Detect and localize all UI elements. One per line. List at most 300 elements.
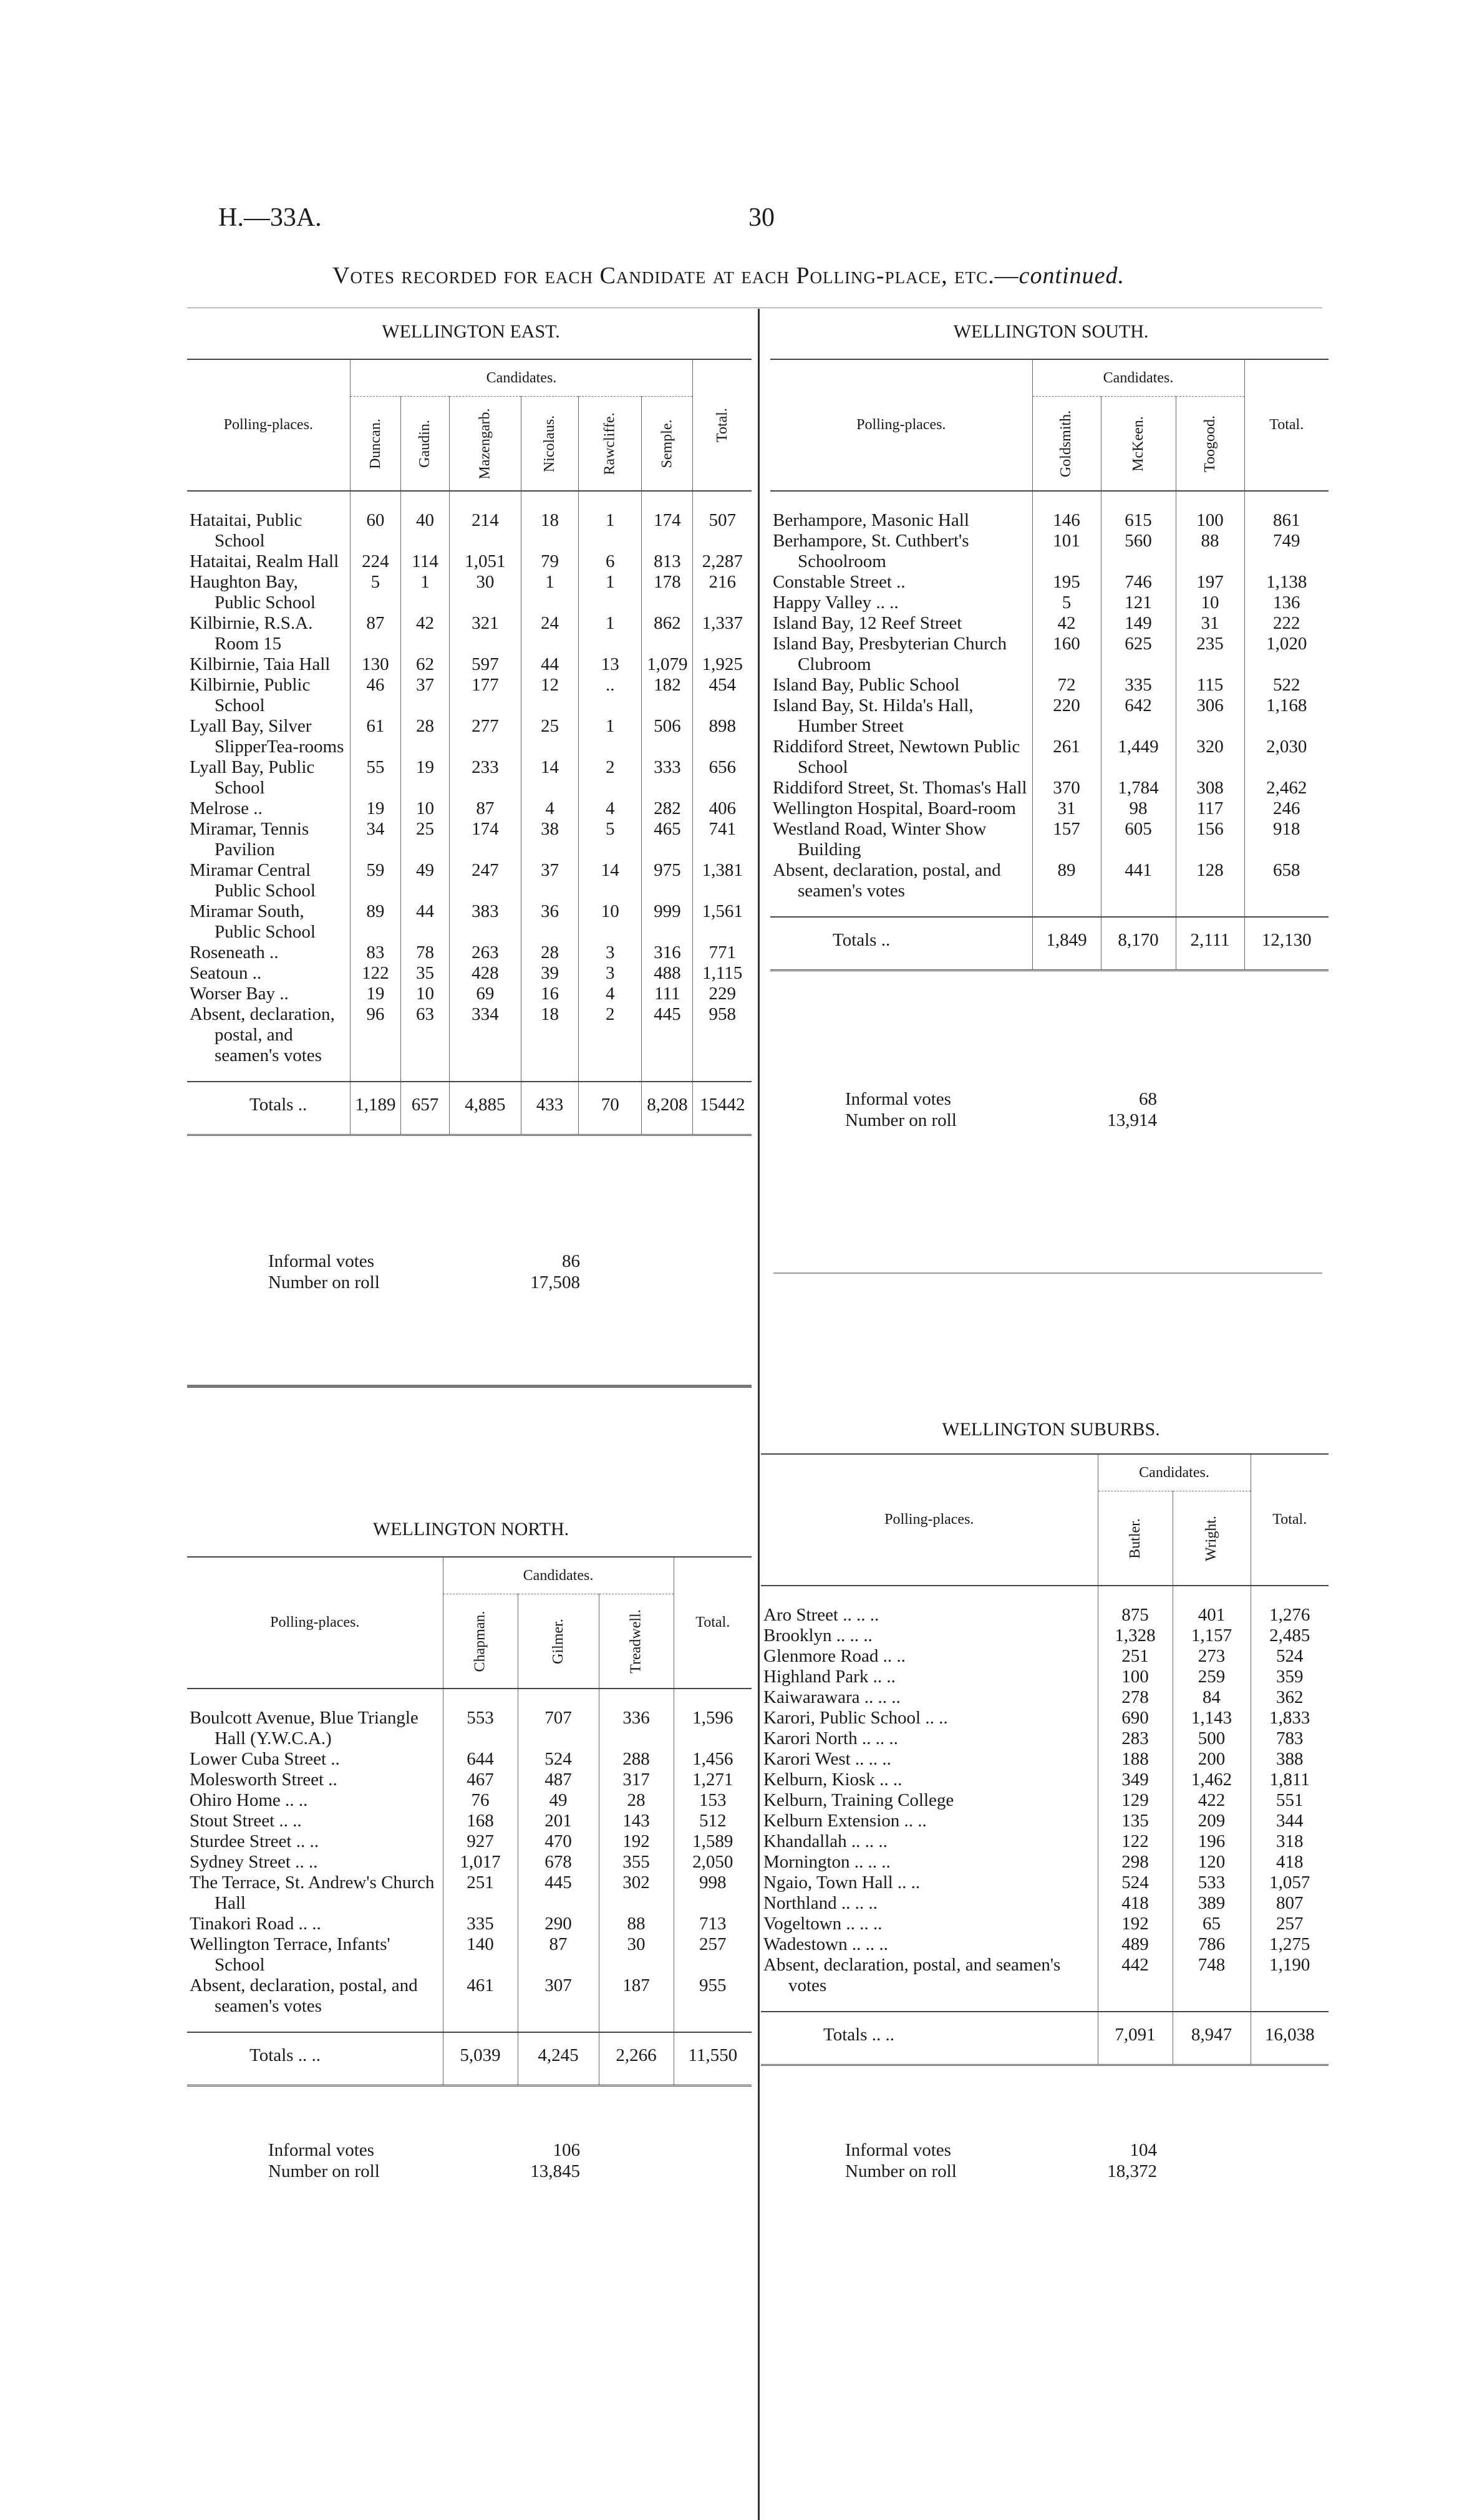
south-row [770,778,1329,798]
north-place-name: Molesworth Street .. [190,1770,337,1790]
suburbs-vote-cell: 84 [1173,1687,1251,1708]
east-vote-cell: 1,051 [449,551,521,572]
south-row [770,531,1329,572]
east-place-name: Miramar South, Public School [190,901,316,942]
south-separator [773,1272,1322,1274]
suburbs-row-total: 318 [1251,1831,1329,1852]
south-row [770,737,1329,778]
suburbs-vote-cell: 786 [1173,1934,1251,1955]
east-place-cell [187,491,350,551]
east-row-total: 1,561 [693,901,752,943]
north-vote-cell: 201 [518,1811,599,1831]
north-vote-cell: 445 [518,1873,599,1914]
south-row [770,860,1329,917]
east-vote-cell: 862 [642,613,693,654]
east-vote-cell: 1 [579,491,642,551]
east-vote-cell: 597 [449,654,521,675]
east-row [187,860,752,901]
suburbs-vote-cell: 65 [1173,1914,1251,1934]
south-row-total: 136 [1244,593,1329,613]
east-row-total: 229 [693,984,752,1004]
north-row-total: 512 [674,1811,752,1831]
east-vote-cell: 999 [642,901,693,943]
south-row-total: 2,030 [1244,737,1329,778]
suburbs-row-total: 1,190 [1251,1955,1329,2012]
east-candidate-header: Duncan. [350,397,401,492]
suburbs-place-name: Kelburn Extension .. .. [763,1811,927,1831]
east-polling-header: Polling-places. [187,359,350,491]
north-vote-cell: 307 [518,1975,599,2032]
north-row-total: 2,050 [674,1852,752,1873]
south-roll-label: Number on roll [845,1110,957,1130]
south-row [770,819,1329,860]
suburbs-row-total: 551 [1251,1790,1329,1811]
south-row-total: 749 [1244,531,1329,572]
east-row-total: 1,115 [693,963,752,984]
south-vote-cell: 149 [1101,613,1176,634]
south-title: WELLINGTON SOUTH. [953,321,1149,342]
suburbs-vote-cell: 690 [1098,1708,1173,1728]
suburbs-vote-cell: 192 [1098,1914,1173,1934]
north-informal-label: Informal votes [268,2140,374,2160]
suburbs-row [761,1586,1329,1626]
east-vote-cell: 87 [350,613,401,654]
suburbs-vote-cell: 129 [1098,1790,1173,1811]
east-vote-cell: 55 [350,757,401,798]
south-row-total: 918 [1244,819,1329,860]
east-vote-cell: 488 [642,963,693,984]
suburbs-row-total: 359 [1251,1667,1329,1687]
north-candidate-header: Gilmer. [518,1594,599,1689]
east-place-cell [187,551,350,572]
north-place-cell [187,1790,443,1811]
suburbs-place-cell [761,1708,1098,1728]
east-vote-cell: 321 [449,613,521,654]
east-total-cell: 70 [579,1082,642,1135]
east-vote-cell: 28 [521,943,578,963]
south-row [770,798,1329,819]
east-place-cell [187,963,350,984]
south-place-cell [770,613,1032,634]
east-place-cell [187,943,350,963]
north-total-cell: 2,266 [599,2032,674,2086]
suburbs-candidate-header: Butler. [1098,1491,1173,1586]
south-vote-cell: 160 [1032,634,1101,675]
east-vote-cell: 96 [350,1004,401,1082]
suburbs-candidate-header: Wright. [1173,1491,1251,1586]
suburbs-place-cell [761,1914,1098,1934]
east-row-total: 406 [693,798,752,819]
east-vote-cell: 277 [449,716,521,757]
east-vote-cell: 334 [449,1004,521,1082]
south-total-cell: 1,849 [1032,917,1101,971]
north-vote-cell: 140 [443,1934,518,1975]
east-place-cell [187,613,350,654]
east-place-cell [187,675,350,716]
north-totals-label: Totals .. .. [187,2032,443,2086]
east-place-name: Haughton Bay, Public School [190,572,316,613]
suburbs-title: WELLINGTON SUBURBS. [942,1419,1160,1440]
south-vote-cell: 156 [1176,819,1244,860]
south-row [770,491,1329,531]
north-row [187,1770,752,1790]
south-place-name: Riddiford Street, St. Thomas's Hall [773,778,1027,798]
north-row [187,1790,752,1811]
east-vote-cell: 78 [401,943,450,963]
north-roll-label: Number on roll [268,2161,380,2181]
suburbs-place-name: Kelburn, Kiosk .. .. [763,1770,903,1790]
south-place-name: Wellington Hospital, Board-room [773,798,1016,818]
south-row-total: 246 [1244,798,1329,819]
north-vote-cell: 87 [518,1934,599,1975]
north-row-total: 955 [674,1975,752,2032]
south-row [770,634,1329,675]
suburbs-total-header: Total. [1251,1454,1329,1586]
east-vote-cell: 1 [579,572,642,613]
east-vote-cell: 44 [401,901,450,943]
suburbs-vote-cell: 298 [1098,1852,1173,1873]
suburbs-row-total: 1,057 [1251,1873,1329,1893]
east-row [187,491,752,551]
south-vote-cell: 642 [1101,695,1176,737]
south-vote-cell: 72 [1032,675,1101,695]
south-place-name: Absent, declaration, postal, and seamen's votes [773,860,1001,901]
south-vote-cell: 88 [1176,531,1244,572]
south-vote-cell: 261 [1032,737,1101,778]
east-vote-cell: 177 [449,675,521,716]
north-vote-cell: 335 [443,1914,518,1934]
suburbs-row [761,1687,1329,1708]
suburbs-row-total: 344 [1251,1811,1329,1831]
south-row-total: 861 [1244,491,1329,531]
north-polling-header: Polling-places. [187,1557,443,1689]
south-vote-cell: 560 [1101,531,1176,572]
suburbs-place-name: Kaiwarawara .. .. .. [763,1687,901,1707]
east-vote-cell: 34 [350,819,401,860]
east-vote-cell: 49 [401,860,450,901]
suburbs-vote-cell: 875 [1098,1586,1173,1626]
suburbs-vote-cell: 401 [1173,1586,1251,1626]
suburbs-vote-cell: 200 [1173,1749,1251,1770]
north-place-name: Lower Cuba Street .. [190,1749,340,1769]
south-place-name: Island Bay, Presbyterian Church Clubroom [773,634,1007,674]
east-total-cell: 4,885 [449,1082,521,1135]
east-vote-cell: 12 [521,675,578,716]
east-row-total: 1,381 [693,860,752,901]
north-row [187,1873,752,1914]
north-vote-cell: 143 [599,1811,674,1831]
east-row-total: 2,287 [693,551,752,572]
south-vote-cell: 128 [1176,860,1244,917]
east-candidate-header: Rawcliffe. [579,397,642,492]
north-vote-cell: 487 [518,1770,599,1790]
suburbs-vote-cell: 748 [1173,1955,1251,2012]
south-place-cell [770,798,1032,819]
east-row [187,716,752,757]
suburbs-polling-header: Polling-places. [761,1454,1098,1586]
south-vote-cell: 146 [1032,491,1101,531]
east-place-cell [187,860,350,901]
south-place-name: Island Bay, St. Hilda's Hall, Humber Street [773,695,974,736]
east-row-total: 958 [693,1004,752,1082]
page-number: 30 [748,203,775,232]
south-vote-cell: 335 [1101,675,1176,695]
suburbs-place-name: Aro Street .. .. .. [763,1605,879,1625]
south-vote-cell: 370 [1032,778,1101,798]
suburbs-vote-cell: 500 [1173,1728,1251,1749]
south-place-name: Happy Valley .. .. [773,593,899,613]
east-vote-cell: 10 [579,901,642,943]
north-row-total: 153 [674,1790,752,1811]
east-row [187,984,752,1004]
east-grand-total: 15442 [693,1082,752,1135]
east-vote-cell: 2 [579,757,642,798]
north-place-name: Boulcott Avenue, Blue Triangle Hall (Y.W.C.A.) [190,1708,419,1748]
north-vote-cell: 251 [443,1873,518,1914]
suburbs-totals-label: Totals .. .. [761,2012,1098,2065]
east-vote-cell: 42 [401,613,450,654]
north-row [187,1689,752,1749]
east-vote-cell: 174 [449,819,521,860]
east-vote-cell: 465 [642,819,693,860]
east-vote-cell: 16 [521,984,578,1004]
east-place-name: Kilbirnie, Public School [190,675,311,715]
east-vote-cell: 79 [521,551,578,572]
east-row [187,963,752,984]
north-vote-cell: 187 [599,1975,674,2032]
east-vote-cell: 316 [642,943,693,963]
south-informal-label: Informal votes [845,1089,951,1109]
east-vote-cell: 813 [642,551,693,572]
east-total-header: Total. [693,359,752,491]
south-grand-total: 12,130 [1244,917,1329,971]
suburbs-roll-value: 18,372 [1107,2161,1157,2181]
suburbs-row-total: 1,833 [1251,1708,1329,1728]
suburbs-row [761,1749,1329,1770]
south-place-name: Constable Street .. [773,572,906,592]
south-polling-header: Polling-places. [770,359,1032,491]
north-title: WELLINGTON NORTH. [372,1519,569,1539]
east-row [187,654,752,675]
east-table [187,359,752,1136]
east-vote-cell: 60 [350,491,401,551]
south-place-cell [770,695,1032,737]
south-roll-value: 13,914 [1107,1110,1157,1130]
suburbs-informal-label: Informal votes [845,2140,951,2160]
east-vote-cell: 233 [449,757,521,798]
suburbs-vote-cell: 209 [1173,1811,1251,1831]
east-vote-cell: 178 [642,572,693,613]
north-vote-cell: 644 [443,1749,518,1770]
south-vote-cell: 197 [1176,572,1244,593]
south-row [770,572,1329,593]
suburbs-vote-cell: 418 [1098,1893,1173,1914]
suburbs-place-name: Khandallah .. .. .. [763,1831,888,1851]
north-vote-cell: 288 [599,1749,674,1770]
suburbs-vote-cell: 442 [1098,1955,1173,2012]
suburbs-vote-cell: 273 [1173,1646,1251,1667]
east-total-cell: 657 [401,1082,450,1135]
north-place-cell [187,1770,443,1790]
suburbs-row-total: 388 [1251,1749,1329,1770]
east-footer [268,1251,580,1293]
east-row [187,798,752,819]
suburbs-vote-cell: 533 [1173,1873,1251,1893]
south-vote-cell: 441 [1101,860,1176,917]
east-vote-cell: 59 [350,860,401,901]
suburbs-row [761,1667,1329,1687]
suburbs-footer [845,2140,1157,2182]
east-vote-cell: 214 [449,491,521,551]
suburbs-vote-cell: 122 [1098,1831,1173,1852]
east-vote-cell: 25 [401,819,450,860]
suburbs-total-cell: 8,947 [1173,2012,1251,2065]
suburbs-row-total: 524 [1251,1646,1329,1667]
north-vote-cell: 461 [443,1975,518,2032]
east-vote-cell: 1 [579,716,642,757]
east-place-name: Miramar Central Public School [190,860,316,901]
south-vote-cell: 308 [1176,778,1244,798]
east-row-total: 216 [693,572,752,613]
east-vote-cell: 282 [642,798,693,819]
suburbs-row-total: 807 [1251,1893,1329,1914]
suburbs-vote-cell: 259 [1173,1667,1251,1687]
suburbs-place-cell [761,1811,1098,1831]
south-row-total: 1,138 [1244,572,1329,593]
suburbs-place-name: Northland .. .. .. [763,1893,878,1913]
north-row [187,1749,752,1770]
south-informal-value: 68 [1139,1089,1157,1109]
suburbs-vote-cell: 1,157 [1173,1626,1251,1646]
south-place-cell [770,491,1032,531]
suburbs-table [761,1453,1329,2066]
suburbs-place-name: Highland Park .. .. [763,1667,896,1687]
east-row [187,675,752,716]
suburbs-place-cell [761,1728,1098,1749]
south-row [770,613,1329,634]
east-vote-cell: 383 [449,901,521,943]
south-place-cell [770,531,1032,572]
suburbs-place-name: Karori, Public School .. .. [763,1708,948,1728]
suburbs-vote-cell: 389 [1173,1893,1251,1914]
east-vote-cell: 14 [521,757,578,798]
east-place-name: Kilbirnie, R.S.A. Room 15 [190,613,313,654]
east-vote-cell: 1 [521,572,578,613]
east-vote-cell: 263 [449,943,521,963]
south-vote-cell: 320 [1176,737,1244,778]
east-place-name: Worser Bay .. [190,984,289,1004]
east-place-cell [187,819,350,860]
east-vote-cell: 111 [642,984,693,1004]
east-vote-cell: 445 [642,1004,693,1082]
north-vote-cell: 76 [443,1790,518,1811]
south-vote-cell: 1,449 [1101,737,1176,778]
north-row-total: 257 [674,1934,752,1975]
south-place-cell [770,572,1032,593]
north-row [187,1914,752,1934]
north-vote-cell: 524 [518,1749,599,1770]
suburbs-vote-cell: 349 [1098,1770,1173,1790]
north-total-header: Total. [674,1557,752,1689]
east-vote-cell: 122 [350,963,401,984]
suburbs-vote-cell: 489 [1098,1934,1173,1955]
east-roll-value: 17,508 [530,1272,580,1292]
east-place-cell [187,1004,350,1082]
east-total-cell: 433 [521,1082,578,1135]
north-row [187,1831,752,1852]
east-vote-cell: 38 [521,819,578,860]
east-vote-cell: 89 [350,901,401,943]
east-roll-label: Number on roll [268,1272,380,1292]
south-place-cell [770,778,1032,798]
east-row [187,819,752,860]
east-vote-cell: .. [579,675,642,716]
suburbs-vote-cell: 422 [1173,1790,1251,1811]
suburbs-place-cell [761,1687,1098,1708]
suburbs-place-cell [761,1667,1098,1687]
page-title-continued: continued. [1019,263,1125,289]
suburbs-place-name: Vogeltown .. .. .. [763,1914,883,1934]
east-vote-cell: 46 [350,675,401,716]
east-vote-cell: 62 [401,654,450,675]
north-table [187,1556,752,2086]
east-vote-cell: 182 [642,675,693,716]
north-vote-cell: 30 [599,1934,674,1975]
east-candidate-header: Mazengarb. [449,397,521,492]
north-vote-cell: 553 [443,1689,518,1749]
east-vote-cell: 506 [642,716,693,757]
suburbs-vote-cell: 188 [1098,1749,1173,1770]
suburbs-place-name: Brooklyn .. .. .. [763,1626,873,1645]
east-vote-cell: 13 [579,654,642,675]
suburbs-place-cell [761,1626,1098,1646]
south-row-total: 1,168 [1244,695,1329,737]
south-vote-cell: 306 [1176,695,1244,737]
north-vote-cell: 470 [518,1831,599,1852]
suburbs-row [761,1728,1329,1749]
east-place-name: Roseneath .. [190,943,279,962]
north-vote-cell: 88 [599,1914,674,1934]
suburbs-row [761,1934,1329,1955]
north-row [187,1934,752,1975]
south-place-name: Riddiford Street, Newtown Public School [773,737,1020,777]
north-footer [268,2140,580,2182]
south-place-name: Berhampore, Masonic Hall [773,510,969,530]
east-separator [187,1385,752,1388]
suburbs-place-name: Karori North .. .. .. [763,1728,898,1748]
east-vote-cell: 428 [449,963,521,984]
suburbs-place-name: Kelburn, Training College [763,1790,954,1810]
suburbs-vote-cell: 100 [1098,1667,1173,1687]
east-row-total: 741 [693,819,752,860]
east-place-name: Kilbirnie, Taia Hall [190,654,331,674]
east-vote-cell: 37 [521,860,578,901]
east-place-cell [187,716,350,757]
north-place-name: Stout Street .. .. [190,1811,302,1831]
north-place-name: The Terrace, St. Andrew's Church Hall [190,1873,435,1913]
suburbs-vote-cell: 283 [1098,1728,1173,1749]
east-vote-cell: 63 [401,1004,450,1082]
east-vote-cell: 2 [579,1004,642,1082]
south-row [770,675,1329,695]
north-place-cell [187,1975,443,2032]
south-row-total: 522 [1244,675,1329,695]
suburbs-place-cell [761,1955,1098,2012]
south-place-name: Island Bay, 12 Reef Street [773,613,962,633]
suburbs-vote-cell: 251 [1098,1646,1173,1667]
east-row [187,551,752,572]
north-vote-cell: 927 [443,1831,518,1852]
